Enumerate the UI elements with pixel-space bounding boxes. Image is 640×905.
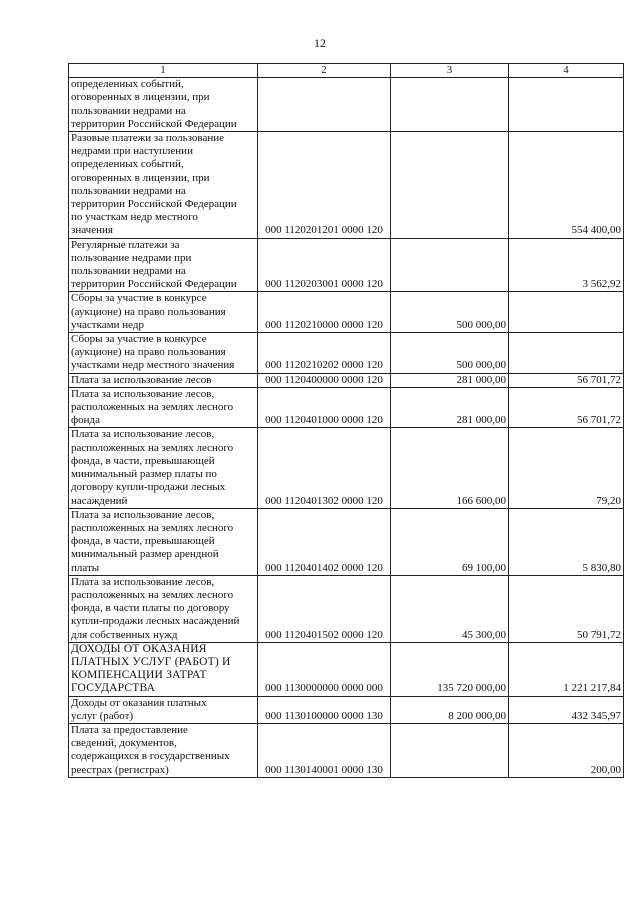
row-fact-value: 50 791,72 [509,575,624,642]
table-row [69,373,624,387]
table-row [69,575,624,642]
column-header: 4 [509,64,624,78]
row-name [69,575,258,642]
row-plan-value: 281 000,00 [391,373,509,387]
row-name-line: Плата за предоставление [71,723,188,736]
row-name-line: территории Российской Федерации [71,278,237,291]
row-name-line: территории Российской Федерации [71,198,237,211]
table-row [69,387,624,428]
row-name-line: фонда, в части, превышающей [71,535,215,548]
row-name-line: реестрах (регистрах) [71,763,169,776]
row-name-line: пользование недрами при [71,251,192,264]
row-name-line: Плата за использование лесов [71,373,212,386]
row-name-line: расположенных на землях лесного [71,521,234,534]
row-name-line: содержащихся в государственных [71,750,230,763]
row-name-line: пользовании недрами на [71,184,186,197]
column-header: 2 [258,64,391,78]
table-row [69,428,624,508]
row-name-line: (аукционе) на право пользования [71,346,226,359]
table-row [69,132,624,239]
row-fact-value [509,78,624,132]
row-fact-value [509,333,624,374]
row-code: 000 1120401000 0000 120 [258,387,391,428]
row-plan-value: 500 000,00 [391,292,509,333]
row-name-line: ГОСУДАРСТВА [71,682,156,695]
row-name-line: территории Российской Федерации [71,117,237,130]
row-name [69,428,258,508]
budget-table [68,63,624,778]
row-code [258,78,391,132]
row-name-line: КОМПЕНСАЦИИ ЗАТРАТ [71,669,207,682]
table-row [69,238,624,292]
row-name [69,696,258,723]
row-name-line: определенных событий, [71,158,184,171]
row-fact-value: 3 562,92 [509,238,624,292]
row-name-line: Сборы за участие в конкурсе [71,333,207,346]
row-name [69,78,258,132]
column-header-row [69,64,624,78]
row-fact-value: 5 830,80 [509,508,624,575]
row-plan-value: 69 100,00 [391,508,509,575]
row-name-line: пользовании недрами на [71,265,186,278]
row-fact-value: 1 221 217,84 [509,642,624,696]
row-code: 000 1120401502 0000 120 [258,575,391,642]
row-plan-value [391,132,509,239]
row-plan-value: 135 720 000,00 [391,642,509,696]
row-name [69,238,258,292]
row-name-line: Плата за использование лесов, [71,575,215,588]
row-name-line: платы [71,561,100,574]
row-code: 000 1130000000 0000 000 [258,642,391,696]
table-row [69,333,624,374]
row-name-line: фонда, в части, превышающей [71,454,215,467]
row-fact-value: 200,00 [509,723,624,777]
row-name [69,333,258,374]
row-name-line: Сборы за участие в конкурсе [71,292,207,305]
row-name-line: минимальный размер арендной [71,548,219,561]
row-name-line: участками недр [71,318,144,331]
row-name-line: определенных событий, [71,78,184,91]
row-name-line: купли-продажи лесных насаждений [71,615,240,628]
row-fact-value: 79,20 [509,428,624,508]
row-code: 000 1120401302 0000 120 [258,428,391,508]
row-name-line: участками недр местного значения [71,359,235,372]
row-name-line: насаждений [71,494,128,507]
table-row [69,642,624,696]
row-code: 000 1120201201 0000 120 [258,132,391,239]
row-plan-value: 281 000,00 [391,387,509,428]
row-name [69,723,258,777]
table-row [69,292,624,333]
row-fact-value: 56 701,72 [509,387,624,428]
row-name-line: оговоренных в лицензии, при [71,171,210,184]
row-name-line: услуг (работ) [71,709,134,722]
row-name-line: ПЛАТНЫХ УСЛУГ (РАБОТ) И [71,655,231,668]
row-name-line: Плата за использование лесов, [71,508,215,521]
row-name [69,292,258,333]
row-name-line: по участкам недр местного [71,211,198,224]
row-code: 000 1130100000 0000 130 [258,696,391,723]
row-fact-value [509,292,624,333]
column-header: 1 [69,64,258,78]
row-code: 000 1120210202 0000 120 [258,333,391,374]
row-plan-value [391,238,509,292]
row-plan-value: 500 000,00 [391,333,509,374]
row-name [69,642,258,696]
row-name [69,132,258,239]
column-header: 3 [391,64,509,78]
row-name [69,508,258,575]
row-code: 000 1120401402 0000 120 [258,508,391,575]
row-fact-value: 432 345,97 [509,696,624,723]
row-name-line: расположенных на землях лесного [71,588,234,601]
row-name-line: договору купли-продажи лесных [71,481,226,494]
row-name-line: ДОХОДЫ ОТ ОКАЗАНИЯ [71,642,207,655]
row-fact-value: 554 400,00 [509,132,624,239]
row-name-line: Плата за использование лесов, [71,428,215,441]
table-row [69,508,624,575]
row-name-line: расположенных на землях лесного [71,441,234,454]
row-code: 000 1130140001 0000 130 [258,723,391,777]
page-number: 12 [314,36,326,50]
row-plan-value: 8 200 000,00 [391,696,509,723]
row-name-line: Разовые платежи за пользование [71,132,224,145]
table-row [69,78,624,132]
row-name-line: недрами при наступлении [71,145,193,158]
row-plan-value: 45 300,00 [391,575,509,642]
row-fact-value: 56 701,72 [509,373,624,387]
row-name-line: расположенных на землях лесного [71,401,234,414]
row-plan-value [391,78,509,132]
row-name [69,373,258,387]
row-name-line: (аукционе) на право пользования [71,305,226,318]
row-code: 000 1120400000 0000 120 [258,373,391,387]
row-name-line: Плата за использование лесов, [71,387,215,400]
row-code: 000 1120210000 0000 120 [258,292,391,333]
row-name-line: сведений, документов, [71,737,177,750]
row-name-line: Регулярные платежи за [71,238,180,251]
row-name-line: оговоренных в лицензии, при [71,91,210,104]
row-name-line: минимальный размер платы по [71,468,217,481]
row-plan-value [391,723,509,777]
row-plan-value: 166 600,00 [391,428,509,508]
row-name-line: фонда [71,414,100,427]
row-name-line: пользовании недрами на [71,104,186,117]
table-row [69,723,624,777]
row-name-line: для собственных нужд [71,628,178,641]
row-name [69,387,258,428]
row-name-line: значения [71,224,113,237]
row-name-line: Доходы от оказания платных [71,696,207,709]
row-name-line: фонда, в части платы по договору [71,602,230,615]
table-row [69,696,624,723]
row-code: 000 1120203001 0000 120 [258,238,391,292]
